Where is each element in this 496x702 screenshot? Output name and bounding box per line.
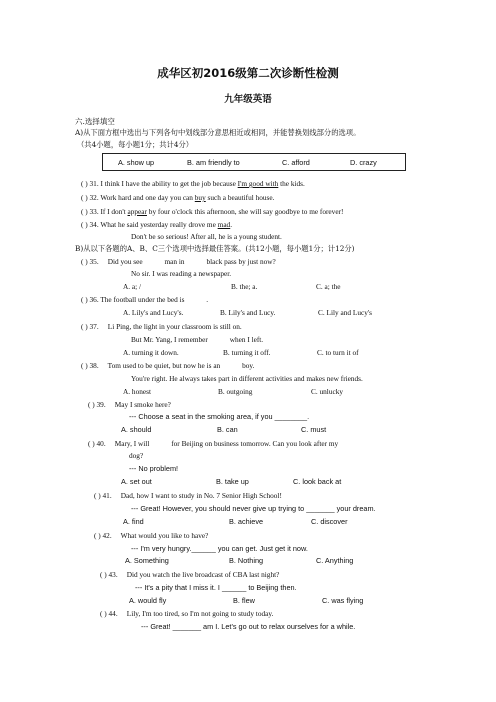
option-40-c[interactable]: C. look back at (293, 477, 342, 486)
box-option-c: C. afford (282, 158, 310, 167)
option-36-c[interactable]: C. Lily and Lucy's (318, 308, 373, 317)
option-40-b[interactable]: B. take up (216, 477, 249, 486)
question-text: 31. I think I have the ability to get the job because (89, 179, 238, 188)
question-42-reply: --- I'm very hungry.______ you can get. Just get it now. (131, 544, 308, 553)
underlined-phrase: buy (194, 193, 206, 202)
option-42-a[interactable]: A. Something (125, 556, 169, 565)
question-text: 32. Work hard and one day you can (89, 193, 195, 202)
question-44 (100, 610, 273, 617)
option-37-a[interactable]: A. turning it down. (123, 348, 179, 357)
question-37-reply: But Mr. Yang, I remember when I left. (131, 335, 264, 344)
answer-blank[interactable]: ( ) (81, 295, 88, 304)
question-36 (81, 296, 208, 303)
question-text: 34. What he said yesterday really drove me (89, 220, 218, 229)
question-32 (81, 194, 274, 201)
option-43-a[interactable]: A. would fly (129, 596, 167, 605)
question-38-reply: You're right. He always takes part in different activities and makes new friends. (131, 374, 363, 383)
option-37-b[interactable]: B. turning it off. (223, 348, 271, 357)
option-38-a[interactable]: A. honest (123, 387, 151, 396)
question-40-continued: dog? (129, 451, 144, 460)
part-a-scoring: （共4小题，每小题1分；共计4分） (77, 140, 194, 149)
question-text-end: the kids. (278, 179, 305, 188)
question-stem: 39. May I smoke here? (96, 400, 171, 409)
question-34-reply: Don't be so serious! After all, he is a young student. (131, 232, 282, 241)
question-39 (88, 401, 171, 408)
question-stem: 43. Did you watch the live broadcast of CBA last night? (108, 570, 280, 579)
answer-blank[interactable]: ( ) (81, 193, 88, 202)
option-41-a[interactable]: A. find (123, 517, 144, 526)
question-38 (81, 362, 254, 369)
page-title: 成华区初2016级第二次诊断性检测 (157, 66, 339, 80)
answer-blank[interactable]: ( ) (94, 531, 101, 540)
question-43-reply: --- It's a pity that I miss it. I ______ to Beijing then. (135, 583, 297, 592)
option-39-b[interactable]: B. can (217, 425, 238, 434)
question-40-reply: --- No problem! (129, 464, 179, 473)
option-42-c[interactable]: C. Anything (316, 556, 354, 565)
section-heading: 六.选择填空 (75, 117, 115, 126)
question-37 (81, 323, 242, 330)
question-stem: 37. Li Ping, the light in your classroom is still on. (89, 322, 242, 331)
option-35-c[interactable]: C. a; the (316, 282, 341, 291)
box-option-b: B. am friendly to (187, 158, 240, 167)
box-option-a: A. show up (118, 158, 155, 167)
question-43 (100, 571, 279, 578)
underlined-phrase: appear (127, 207, 147, 216)
question-40 (88, 440, 338, 447)
question-42 (94, 532, 208, 539)
option-43-b[interactable]: B. flew (233, 596, 255, 605)
box-option-d: D. crazy (350, 158, 377, 167)
question-41-reply: --- Great! However, you should never give up trying to _______ your dream. (131, 504, 376, 513)
answer-blank[interactable]: ( ) (100, 570, 107, 579)
option-40-a[interactable]: A. set out (121, 477, 152, 486)
underlined-phrase: mad (217, 220, 231, 229)
option-35-b[interactable]: B. the; a. (231, 282, 258, 291)
question-stem: 40. Mary, I will for Beijing on business tomorrow. Can you look after my (96, 439, 339, 448)
question-text-end: such a beautiful house. (205, 193, 275, 202)
answer-blank[interactable]: ( ) (81, 220, 88, 229)
option-39-a[interactable]: A. should (121, 425, 152, 434)
option-43-c[interactable]: C. was flying (322, 596, 364, 605)
question-stem: 42. What would you like to have? (102, 531, 209, 540)
underlined-phrase: I'm good with (237, 179, 279, 188)
question-41 (94, 492, 282, 499)
answer-blank[interactable]: ( ) (81, 179, 88, 188)
option-42-b[interactable]: B. Nothing (229, 556, 264, 565)
option-39-c[interactable]: C. must (301, 425, 327, 434)
question-35-reply: No sir. I was reading a newspaper. (131, 269, 232, 278)
answer-blank[interactable]: ( ) (88, 439, 95, 448)
answer-blank[interactable]: ( ) (100, 609, 107, 618)
question-stem: 41. Dad, how I want to study in No. 7 Senior High School! (102, 491, 282, 500)
answer-blank[interactable]: ( ) (81, 257, 88, 266)
question-34 (81, 221, 232, 228)
option-38-b[interactable]: B. outgoing (218, 387, 253, 396)
question-stem: 38. Tom used to be quiet, but now he is an boy. (89, 361, 255, 370)
option-38-c[interactable]: C. unlucky (311, 387, 344, 396)
question-text-end: by four o'clock this afternoon, she will say goodbye to me forever! (146, 207, 344, 216)
option-36-a[interactable]: A. Lily's and Lucy's. (123, 308, 184, 317)
answer-blank[interactable]: ( ) (94, 491, 101, 500)
question-stem: 35. Did you see man in black pass by just now? (89, 257, 276, 266)
answer-blank[interactable]: ( ) (81, 361, 88, 370)
answer-blank[interactable]: ( ) (81, 322, 88, 331)
question-33 (81, 208, 343, 215)
option-35-a[interactable]: A. a; / (123, 282, 142, 291)
answer-blank[interactable]: ( ) (88, 400, 95, 409)
option-41-b[interactable]: B. achieve (229, 517, 264, 526)
page-subtitle: 九年级英语 (224, 94, 272, 105)
question-31 (81, 180, 305, 187)
question-35 (81, 258, 276, 265)
part-b-instruction: B)从以下各题的A、B、C三个选项中选择最佳答案。(共12小题，每小题1分；计12分) (75, 244, 355, 253)
part-a-instruction: A)从下面方框中选出与下列各句中划线部分意思相近或相同，并能替换划线部分的选项。 (75, 128, 361, 137)
question-stem: 36. The football under the bed is . (89, 295, 209, 304)
question-44-reply: --- Great! _______ am I. Let's go out to relax ourselves for a while. (141, 622, 356, 631)
option-41-c[interactable]: C. discover (311, 517, 348, 526)
option-36-b[interactable]: B. Lily's and Lucy. (220, 308, 276, 317)
question-stem: 44. Lily, I'm too tired, so I'm not going to study today. (108, 609, 274, 618)
option-37-c[interactable]: C. to turn it of (317, 348, 359, 357)
question-text-end: . (230, 220, 233, 229)
question-text: 33. If I don't (89, 207, 128, 216)
answer-blank[interactable]: ( ) (81, 207, 88, 216)
question-39-reply: --- Choose a seat in the smoking area, if you ________. (129, 412, 310, 421)
